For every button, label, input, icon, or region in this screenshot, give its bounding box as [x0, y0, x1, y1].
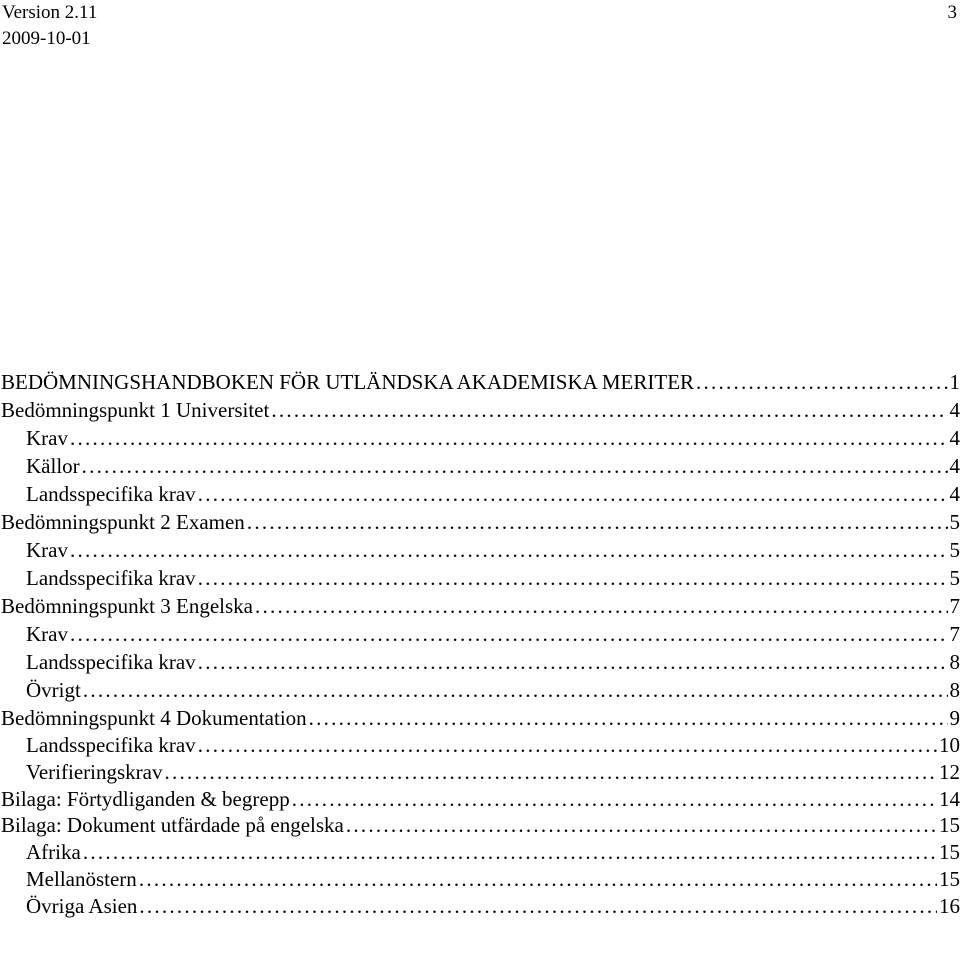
toc-entry[interactable]: [0, 396, 960, 424]
toc-entry[interactable]: [0, 866, 960, 893]
toc-entry-page: 16: [939, 893, 960, 918]
toc-entry-page: 7: [949, 594, 960, 618]
toc-entry-title: Krav: [26, 538, 68, 562]
toc-dot-leader: [292, 786, 937, 813]
toc-dot-leader: [247, 508, 948, 536]
toc-entry-page: 10: [939, 733, 960, 757]
toc-dot-leader: [83, 839, 937, 866]
toc-entry-page: 4: [949, 426, 960, 450]
toc-dot-leader: [198, 732, 937, 759]
toc-entry[interactable]: [0, 508, 960, 536]
toc-entry-title: Landsspecifika krav: [26, 650, 196, 674]
toc-entry-title: Krav: [26, 622, 68, 646]
toc-dot-leader: [198, 480, 948, 508]
toc-entry-title: Landsspecifika krav: [26, 733, 196, 757]
toc-entry-title: Bilaga: Förtydliganden & begrepp: [1, 786, 290, 811]
page-number: 3: [947, 2, 957, 23]
toc-dot-leader: [309, 704, 948, 732]
toc-entry[interactable]: [0, 732, 960, 759]
toc-entry-page: 5: [949, 510, 960, 534]
toc-dot-leader: [82, 452, 948, 480]
toc-entry-page: 8: [949, 678, 960, 702]
toc-entry-page: 7: [949, 622, 960, 646]
toc-dot-leader: [198, 648, 948, 676]
toc-entry-page: 4: [949, 398, 960, 422]
toc-entry[interactable]: [0, 368, 960, 396]
toc-entry[interactable]: [0, 786, 960, 813]
toc-entry-page: 5: [949, 538, 960, 562]
toc-entry-title: Bilaga: Dokument utfärdade på engelska: [1, 813, 344, 838]
toc-entry-page: 15: [939, 840, 960, 865]
toc-entry[interactable]: [0, 620, 960, 648]
toc-entry-title: Afrika: [26, 840, 81, 865]
page-header-left: [2, 0, 97, 52]
toc-entry-page: 5: [949, 566, 960, 590]
toc-dot-leader: [139, 866, 937, 893]
toc-dot-leader: [255, 592, 948, 620]
toc-entry[interactable]: [0, 893, 960, 920]
toc-dot-leader: [70, 536, 948, 564]
toc-entry[interactable]: [0, 452, 960, 480]
toc-entry[interactable]: [0, 676, 960, 704]
toc-entry-page: 14: [939, 786, 960, 811]
toc-entry-page: 15: [939, 813, 960, 838]
toc-entry-title: Bedömningspunkt 4 Dokumentation: [1, 706, 307, 730]
toc-dot-leader: [696, 368, 947, 396]
date-label: 2009-10-01: [2, 28, 91, 49]
toc-entry-title: Bedömningspunkt 2 Examen: [1, 510, 245, 534]
toc-entry-title: Krav: [26, 426, 68, 450]
toc-entry-title: Mellanöstern: [26, 866, 137, 891]
toc-entry[interactable]: [0, 648, 960, 676]
toc-dot-leader: [70, 424, 948, 452]
toc-entry-page: 15: [939, 866, 960, 891]
toc-entry-title: BEDÖMNINGSHANDBOKEN FÖR UTLÄNDSKA AKADEMISKA MERITER: [1, 370, 695, 394]
toc-dot-leader: [346, 812, 937, 839]
toc-entry[interactable]: [0, 480, 960, 508]
toc-entry-title: Bedömningspunkt 1 Universitet: [1, 398, 270, 422]
toc-entry-title: Landsspecifika krav: [26, 482, 196, 506]
toc-entry[interactable]: [0, 564, 960, 592]
toc-entry-title: Landsspecifika krav: [26, 566, 196, 590]
toc-dot-leader: [70, 620, 948, 648]
toc-dot-leader: [83, 676, 948, 704]
toc-entry-title: Övriga Asien: [26, 893, 138, 918]
toc-entry-page: 9: [949, 706, 960, 730]
toc-dot-leader: [271, 396, 947, 424]
toc-entry[interactable]: [0, 759, 960, 786]
toc-entry[interactable]: [0, 424, 960, 452]
toc-entry-title: Verifieringskrav: [26, 759, 163, 784]
toc-entry[interactable]: [0, 704, 960, 732]
toc-entry-title: Källor: [26, 454, 80, 478]
toc-dot-leader: [164, 759, 937, 786]
toc-entry-page: 1: [949, 370, 960, 394]
toc-entry[interactable]: [0, 812, 960, 839]
toc-entry-page: 4: [949, 482, 960, 506]
toc-entry[interactable]: [0, 536, 960, 564]
toc-entry-page: 12: [939, 759, 960, 784]
toc-entry[interactable]: [0, 839, 960, 866]
toc-entry-page: 8: [949, 650, 960, 674]
toc-dot-leader: [198, 564, 948, 592]
table-of-contents: [0, 368, 960, 920]
toc-dot-leader: [139, 893, 937, 920]
version-label: Version 2.11: [2, 2, 98, 23]
toc-entry-page: 4: [949, 454, 960, 478]
toc-entry-title: Bedömningspunkt 3 Engelska: [1, 594, 253, 618]
toc-entry[interactable]: [0, 592, 960, 620]
toc-entry-title: Övrigt: [26, 678, 81, 702]
